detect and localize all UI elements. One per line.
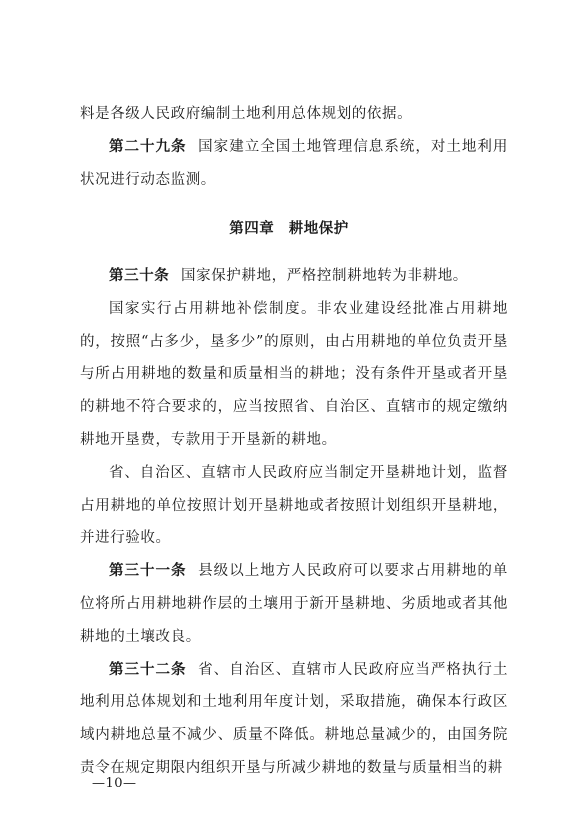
paragraph-text: 料是各级人民政府编制土地利用总体规划的依据。 <box>80 106 413 122</box>
page-number: —10— <box>92 776 137 791</box>
article-30 <box>80 260 508 293</box>
paragraph-continuation <box>80 98 508 131</box>
chapter-heading <box>0 213 578 245</box>
article-32 <box>80 654 508 785</box>
article-number: 第三十一条 <box>109 563 187 580</box>
main-text-block <box>80 260 508 785</box>
chapter-title: 耕地保护 <box>288 221 349 237</box>
article-30-paragraph-2 <box>80 293 508 457</box>
chapter-number: 第四章 <box>229 221 275 237</box>
article-31 <box>80 555 508 653</box>
article-text: 国家建立全国土地管理信息系统，对土地利用状况进行动态监测。 <box>80 138 509 188</box>
article-30-paragraph-3 <box>80 457 508 555</box>
top-text-block <box>80 98 508 196</box>
article-29 <box>80 131 508 197</box>
article-number: 第二十九条 <box>109 138 187 155</box>
paragraph-text: 省、自治区、直辖市人民政府应当制定开垦耕地计划，监督占用耕地的单位按照计划开垦耕地或者按照计划组织开垦耕地，并进行验收。 <box>80 464 508 547</box>
article-text: 县级以上地方人民政府可以要求占用耕地的单位将所占用耕地耕作层的土壤用于新开垦耕地、劣质地或者其他耕地的土壤改良。 <box>80 563 509 645</box>
article-text: 省、自治区、直辖市人民政府应当严格执行土地利用总体规划和土地利用年度计划，采取措施，确保本行政区域内耕地总量不减少、质量不降低。耕地总量减少的，由国务院责令在规定期限内组织开垦与所减少耕地的数量与质量相当的耕 <box>80 661 509 776</box>
article-number: 第三十二条 <box>109 661 187 678</box>
article-number: 第三十条 <box>109 268 170 284</box>
paragraph-text: 国家实行占用耕地补偿制度。非农业建设经批准占用耕地的，按照“占多少，垦多少”的原则，由占用耕地的单位负责开垦与所占用耕地的数量和质量相当的耕地；没有条件开垦或者开垦的耕地不符合要求的，应当按照省、自治区、直辖市的规定缴纳耕地开垦费，专款用于开垦新的耕地。 <box>80 300 508 448</box>
article-text: 国家保护耕地，严格控制耕地转为非耕地。 <box>181 268 468 284</box>
